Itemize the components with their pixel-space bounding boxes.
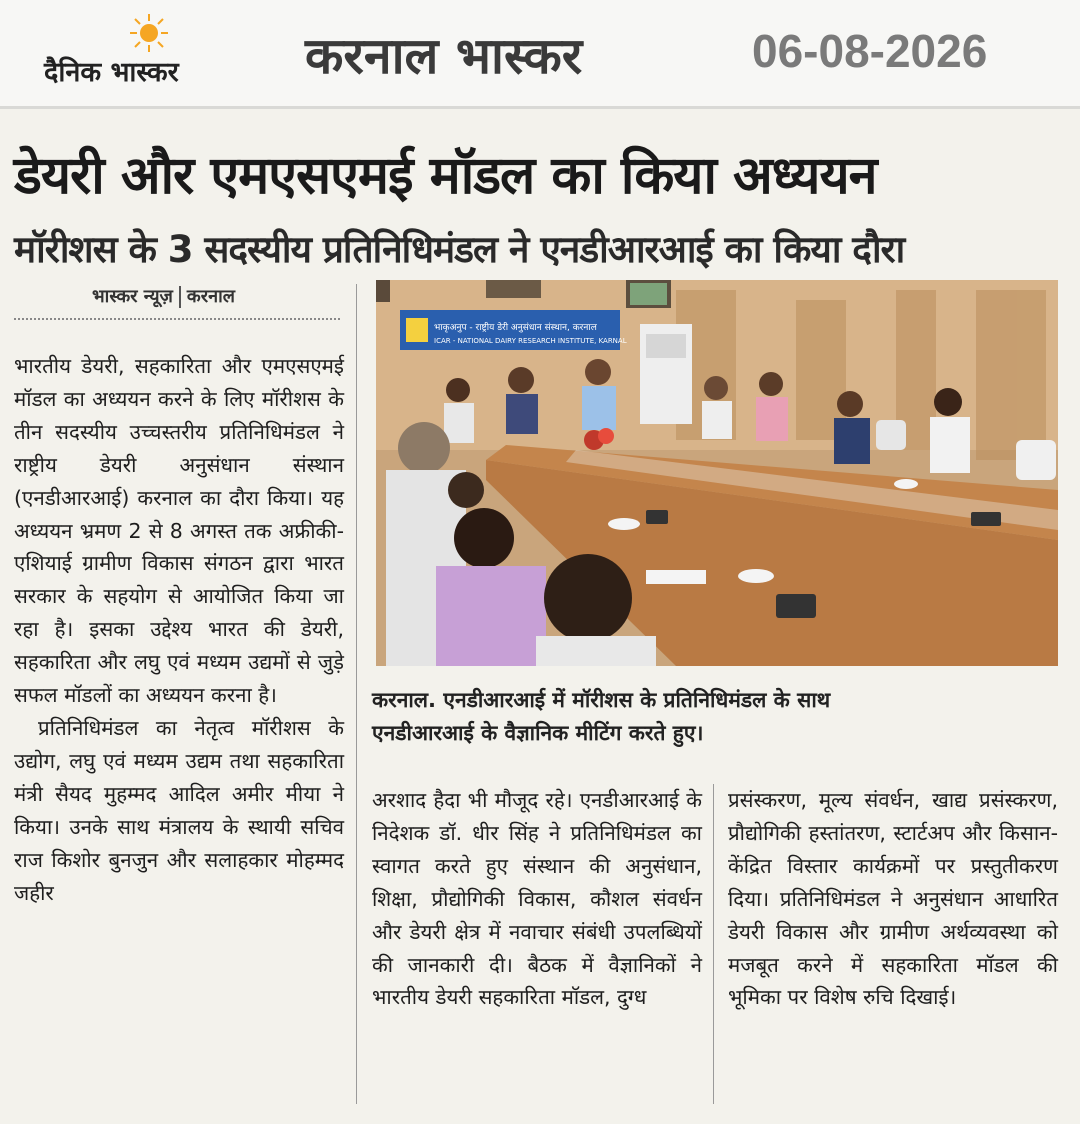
article-column-3 (728, 784, 1058, 1014)
byline-rule (14, 318, 340, 320)
brand-name: दैनिक भास्कर (44, 57, 179, 88)
paragraph: भारतीय डेयरी, सहकारिता और एमएसएमई मॉडल का अध्ययन करने के लिए मॉरीशस के तीन सदस्यीय उच्चस्तरीय प्रतिनिधिमंडल ने राष्ट्रीय डेयरी अनुसंधान संस्थान (एनडीआरआई) करनाल का दौरा किया। यह अध्ययन भ्रमण 2 से 8 अगस्त तक अफ्रीकी-एशियाई ग्रामीण विकास संगठन द्वारा भारत सरकार के सहयोग से आयोजित किया जा रहा है। इसका उद्देश्य भारत की डेयरी, सहकारिता और लघु एवं मध्यम उद्यमों से जुड़े सफल मॉडलों का अध्ययन करना है। (14, 354, 344, 708)
column-divider (713, 784, 714, 1104)
caption-line: करनाल. एनडीआरआई में मॉरीशस के प्रतिनिधिमंडल के साथ (372, 688, 831, 712)
paragraph: अरशाद हैदा भी मौजूद रहे। एनडीआरआई के निदेशक डॉ. धीर सिंह ने प्रतिनिधिमंडल का स्वागत करते हुए संस्थान की अनुसंधान, शिक्षा, प्रौद्योगिकी विकास, कौशल संवर्धन और डेयरी क्षेत्र में नवाचार संबंधी उपलब्धियों की जानकारी दी। बैठक में वैज्ञानिकों ने भारतीय डेयरी सहकारिता मॉडल, दुग्ध (372, 788, 702, 1010)
banner-text: भाकृअनुप - राष्ट्रीय डेरी अनुसंधान संस्थान, करनाल (434, 323, 597, 333)
meeting-photo (376, 280, 1058, 666)
subheadline: मॉरीशस के 3 सदस्यीय प्रतिनिधिमंडल ने एनडीआरआई का किया दौरा (14, 228, 905, 271)
paragraph: प्रतिनिधिमंडल का नेतृत्व मॉरीशस के उद्योग, लघु एवं मध्यम उद्यम तथा सहकारिता मंत्री सैयद मुहम्मद आदिल अमीर मीया ने किया। उनके साथ मंत्रालय के स्थायी सचिव राज किशोर बुनजुन और सलाहकार मोहम्मद जहीर (14, 715, 344, 905)
newspaper-logo (40, 12, 255, 96)
edition-date: 06-08-2026 (752, 25, 988, 77)
byline-separator (179, 286, 181, 308)
paragraph: प्रसंस्करण, मूल्य संवर्धन, खाद्य प्रसंस्करण, प्रौद्योगिकी हस्तांतरण, स्टार्टअप और किसान-केंद्रित विस्तार कार्यक्रमों पर प्रस्तुतीकरण दिया। प्रतिनिधिमंडल ने अनुसंधान आधारित डेयरी विकास और ग्रामीण अर्थव्यवस्था को मजबूत करने में सहकारिता मॉडल की भूमिका पर विशेष रुचि दिखाई। (728, 788, 1058, 1010)
article-column-1 (14, 350, 344, 909)
column-divider (356, 284, 357, 1104)
article-column-2 (372, 784, 702, 1014)
edition-title: करनाल भास्कर (305, 27, 583, 85)
headline: डेयरी और एमएसएमई मॉडल का किया अध्ययन (14, 146, 877, 206)
byline-source: भास्कर न्यूज़ (92, 286, 173, 307)
photo-caption (372, 684, 1062, 750)
byline-place: करनाल (186, 286, 235, 307)
banner-subtext: ICAR - NATIONAL DAIRY RESEARCH INSTITUTE, KARNAL (434, 337, 627, 345)
caption-line: एनडीआरआई के वैज्ञानिक मीटिंग करते हुए। (372, 721, 704, 745)
photo-illustration (376, 280, 1058, 666)
sun-icon (128, 12, 170, 54)
byline (92, 284, 235, 308)
masthead (0, 0, 1080, 109)
